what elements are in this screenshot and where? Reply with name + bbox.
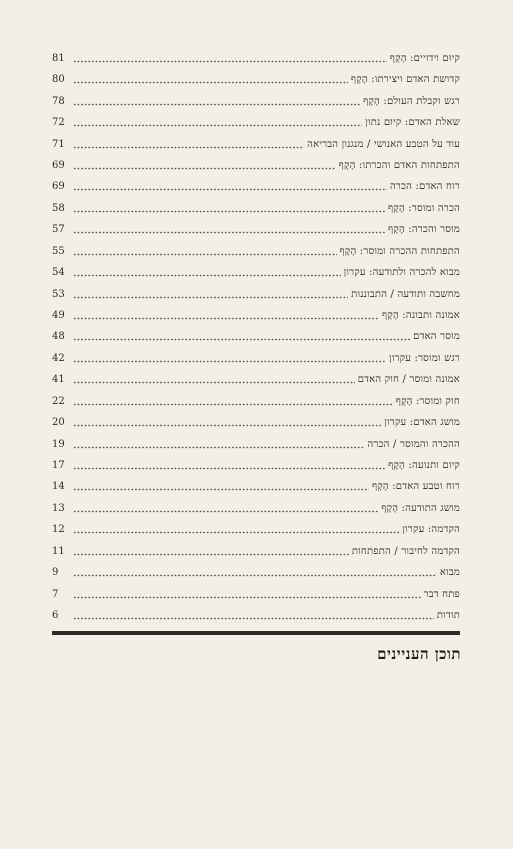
toc-page-number: 78 xyxy=(52,96,65,107)
toc-entry xyxy=(52,157,460,173)
dot-leader xyxy=(73,505,378,513)
toc-entry xyxy=(52,178,460,194)
toc-entry-title: אמונה ומוסר / חוק האדם xyxy=(357,374,460,385)
toc-page-number: 81 xyxy=(52,53,65,64)
toc-entry-title: עוד על הטבע האנושי / מנגנון הבריאה xyxy=(307,139,460,150)
toc-entry-title: מוסר והכרה: הָקָף xyxy=(388,224,460,235)
toc-entry-title: קיום ותנועה: הָקָף xyxy=(388,460,460,471)
toc-entry-title: אמונה ותבונה: הָקָף xyxy=(382,310,460,321)
toc-entry xyxy=(52,328,460,344)
toc-page-number: 11 xyxy=(52,546,65,557)
dot-leader xyxy=(73,612,434,620)
dot-leader xyxy=(73,376,355,384)
toc-page-number: 55 xyxy=(52,246,65,257)
toc-page-number: 41 xyxy=(52,374,65,385)
toc-entry xyxy=(52,393,460,409)
toc-entry-title: מושג התודעה: הָקָף xyxy=(381,503,460,514)
toc-entry-title: הכרה ומוסר: הָקָף xyxy=(388,203,460,214)
toc-page-number: 9 xyxy=(52,567,59,578)
toc-entry xyxy=(52,478,460,494)
toc-entry xyxy=(52,607,460,623)
toc-page-number: 12 xyxy=(52,524,65,535)
toc-entry xyxy=(52,200,460,216)
toc-entry-title: התפתחות ההכרה ומוסר: הָקָף xyxy=(339,246,460,257)
toc-entry-title: הקדמה לחיבור / התפתחות xyxy=(351,546,460,557)
dot-leader xyxy=(73,205,385,213)
toc-page-number: 19 xyxy=(52,439,65,450)
toc-entry-title: התפתחות האדם והכרתו: הָקָף xyxy=(338,160,460,171)
toc-entry xyxy=(52,586,460,602)
dot-leader xyxy=(73,119,362,127)
dot-leader xyxy=(73,483,369,491)
toc-entry-title: מחשבה ותודעה / התבוננות xyxy=(351,289,460,300)
toc-entry xyxy=(52,71,460,87)
dot-leader xyxy=(73,162,336,170)
dot-leader xyxy=(73,569,437,577)
toc-entry-title: חוק ומוסר: הָקָף xyxy=(395,396,460,407)
toc-page-number: 17 xyxy=(52,460,65,471)
toc-entry xyxy=(52,114,460,130)
toc-page-number: 6 xyxy=(52,610,59,621)
dot-leader xyxy=(73,398,393,406)
toc-entry xyxy=(52,521,460,537)
dot-leader xyxy=(73,441,365,449)
toc-page-number: 80 xyxy=(52,74,65,85)
toc-entry-title: רוח האדם: הכרה xyxy=(389,181,460,192)
dot-leader xyxy=(73,333,410,341)
toc-entry xyxy=(52,350,460,366)
dot-leader xyxy=(73,226,385,234)
toc-entry xyxy=(52,264,460,280)
dot-leader xyxy=(73,55,387,63)
toc-entry-title: הקדמה: עקרון xyxy=(402,524,460,535)
toc-entry xyxy=(52,221,460,237)
toc-page-number: 48 xyxy=(52,331,65,342)
toc-page-number: 20 xyxy=(52,417,65,428)
toc-page-number: 22 xyxy=(52,396,65,407)
toc-entry xyxy=(52,93,460,109)
toc-entry xyxy=(52,307,460,323)
toc-entry xyxy=(52,243,460,259)
toc-entry-title: תודות xyxy=(436,610,460,621)
toc-entry-title: מבוא להכרה ולתודעה: עקרון xyxy=(343,267,460,278)
dot-leader xyxy=(73,355,386,363)
toc-entry-title: ההכרה והמוסר / הכרה xyxy=(367,439,460,450)
toc-page-number: 53 xyxy=(52,289,65,300)
dot-leader xyxy=(73,312,379,320)
toc-page-number: 49 xyxy=(52,310,65,321)
toc-page-number: 69 xyxy=(52,160,65,171)
dot-leader xyxy=(73,248,337,256)
toc-entry-title: רגש ומוסר: עקרון xyxy=(389,353,460,364)
toc-entry xyxy=(52,371,460,387)
toc-page-number: 71 xyxy=(52,139,65,150)
heavy-rule xyxy=(52,631,460,635)
dot-leader xyxy=(73,183,387,191)
toc-entry xyxy=(52,457,460,473)
toc-page-number: 7 xyxy=(52,589,59,600)
toc-entry xyxy=(52,436,460,452)
toc-entry xyxy=(52,50,460,66)
toc-page-number: 57 xyxy=(52,224,65,235)
toc-entry-title: קיוּם וידויים: הָקָף xyxy=(389,53,460,64)
dot-leader xyxy=(73,269,341,277)
dot-leader xyxy=(73,141,304,149)
toc-entry-title: מבוא xyxy=(439,567,460,578)
toc-page-number: 72 xyxy=(52,117,65,128)
toc-page-number: 42 xyxy=(52,353,65,364)
dot-leader xyxy=(73,76,348,84)
toc-entry-title: רגש וקבלת העולם: הָקָף xyxy=(363,96,460,107)
dot-leader xyxy=(73,419,381,427)
toc-entry xyxy=(52,500,460,516)
toc-entry xyxy=(52,543,460,559)
toc-page-number: 14 xyxy=(52,481,65,492)
toc-entry-title: רוח וטבע האדם: הָקָף xyxy=(371,481,460,492)
toc-entry-title: פתח דבר xyxy=(423,589,460,600)
dot-leader xyxy=(73,548,349,556)
toc-entry-title: מוסר האדם xyxy=(413,331,460,342)
toc-page-number: 13 xyxy=(52,503,65,514)
toc-entry xyxy=(52,564,460,580)
toc-page-number: 69 xyxy=(52,181,65,192)
dot-leader xyxy=(73,526,399,534)
toc-entry xyxy=(52,286,460,302)
toc-entry-title: מושג האדם: עקרון xyxy=(384,417,460,428)
toc-entry-title: קדושת האדם ויצירתו: הָקָף xyxy=(350,74,460,85)
toc-heading: תוכן העניינים xyxy=(377,645,461,663)
toc-page-number: 54 xyxy=(52,267,65,278)
toc-entry xyxy=(52,414,460,430)
toc-entry-title: שאלת האדם: קיום נתון xyxy=(365,117,460,128)
dot-leader xyxy=(73,591,421,599)
dot-leader xyxy=(73,291,348,299)
toc-entry xyxy=(52,136,460,152)
toc-page-number: 58 xyxy=(52,203,65,214)
dot-leader xyxy=(73,98,360,106)
dot-leader xyxy=(73,462,385,470)
